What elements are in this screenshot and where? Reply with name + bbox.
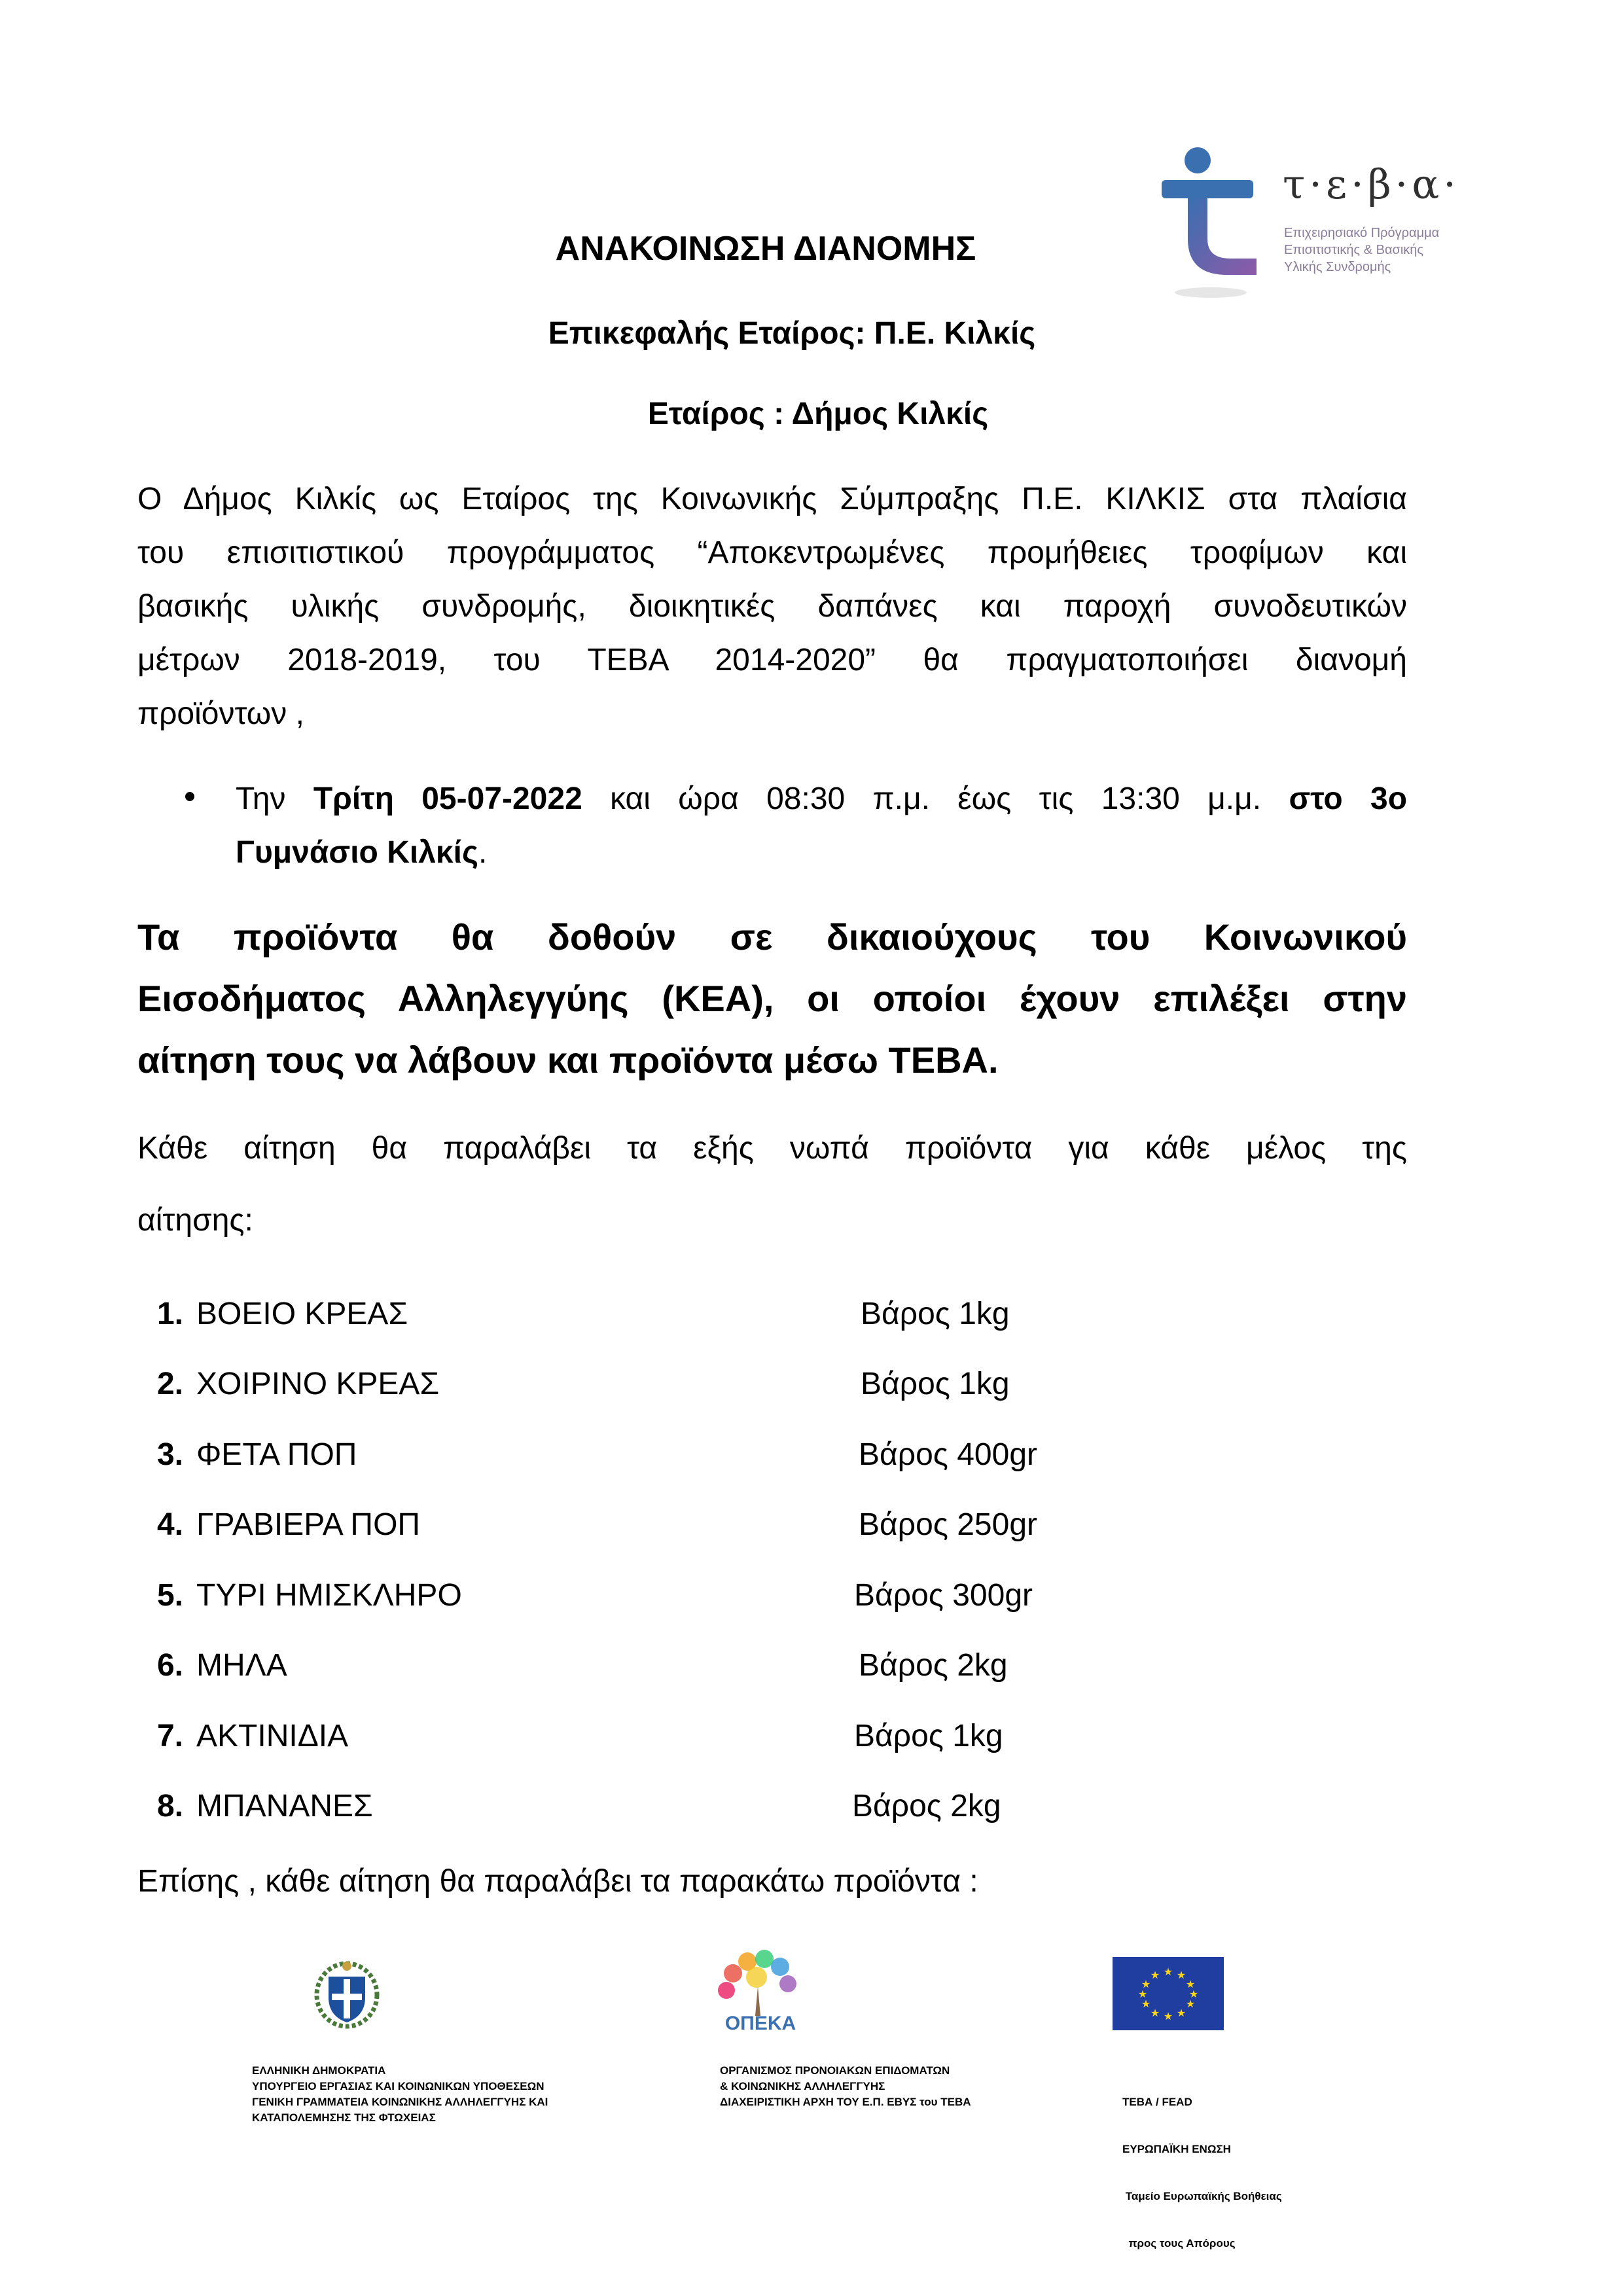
bullet-text: και ώρα 08:30 π.μ. έως τις 13:30 μ.μ. xyxy=(582,781,1289,816)
footer-line: ΤΕΒΑ / FEAD xyxy=(1122,2096,1192,2108)
footer-line: Ταμείο Ευρωπαϊκής Βοήθειας xyxy=(1122,2190,1282,2202)
intro-paragraph xyxy=(137,473,1407,741)
bullet-dot xyxy=(185,792,194,801)
footer-opeka xyxy=(720,2063,971,2110)
svg-text:★: ★ xyxy=(1163,2010,1173,2022)
item-weight: Βάρος 2kg xyxy=(859,1648,1008,1683)
item-name: ΓΡΑΒΙΕΡΑ ΠΟΠ xyxy=(196,1507,421,1542)
item-number: 5. xyxy=(156,1578,183,1613)
eu-flag-icon xyxy=(1113,1957,1224,2030)
opeka-tree-icon xyxy=(707,1947,812,2019)
kea-line: Τα προϊόντα θα δοθούν σε δικαιούχους του Κοινωνικού xyxy=(137,916,1407,958)
svg-text:★: ★ xyxy=(1137,1988,1148,2000)
svg-text:★: ★ xyxy=(1141,1998,1151,2010)
item-number: 3. xyxy=(156,1437,183,1472)
footer-line: ΕΥΡΩΠΑΪΚΗ ΕΝΩΣΗ xyxy=(1122,2143,1231,2155)
kea-paragraph xyxy=(137,906,1407,1091)
item-name: ΦΕΤΑ ΠΟΠ xyxy=(196,1437,357,1472)
products-intro-line: αίτησης: xyxy=(137,1203,253,1238)
footer-line: ΓΕΝΙΚΗ ΓΡΑΜΜΑΤΕΙΑ ΚΟΙΝΩΝΙΚΗΣ ΑΛΛΗΛΕΓΓΥΗΣ ΚΑΙ xyxy=(252,2096,548,2108)
item-name: ΒΟΕΙΟ ΚΡΕΑΣ xyxy=(196,1297,408,1331)
svg-text:★: ★ xyxy=(1185,1998,1196,2010)
bullet-text: Την xyxy=(236,781,313,816)
also-line: Επίσης , κάθε αίτηση θα παραλάβει τα παρακάτω προϊόντα : xyxy=(137,1864,978,1899)
kea-line: αίτηση τους να λάβουν και προϊόντα μέσω ΤΕΒΑ. xyxy=(137,1039,999,1081)
products-intro-line: Κάθε αίτηση θα παραλάβει τα εξής νωπά προϊόντα για κάθε μέλος της xyxy=(137,1131,1407,1166)
item-weight: Βάρος 250gr xyxy=(859,1507,1037,1542)
footer-line: ΔΙΑΧΕΙΡΙΣΤΙΚΗ ΑΡΧΗ ΤΟΥ Ε.Π. ΕΒΥΣ του ΤΕΒΑ xyxy=(720,2096,971,2108)
svg-text:★: ★ xyxy=(1176,2007,1186,2019)
footer-eu xyxy=(1122,2063,1282,2267)
teba-logo-wordmark: τ·ε·β·α· xyxy=(1283,160,1460,208)
partner-heading: Εταίρος : Δήμος Κιλκίς xyxy=(647,397,989,431)
footer-line: & ΚΟΙΝΩΝΙΚΗΣ ΑΛΛΗΛΕΓΓΥΗΣ xyxy=(720,2080,885,2092)
paragraph-line: προϊόντων , xyxy=(137,696,304,731)
svg-text:★: ★ xyxy=(1163,1965,1173,1978)
kea-line: Εισοδήματος Αλληλεγγύης (ΚΕΑ), οι οποίοι έχουν επιλέξει στην xyxy=(137,978,1407,1019)
svg-text:★: ★ xyxy=(1176,1969,1186,1981)
eu-flag-logo xyxy=(1113,1957,1224,2030)
paragraph-line: μέτρων 2018-2019, του ΤΕΒΑ 2014-2020” θα πραγματοποιήσει διανομή xyxy=(137,643,1407,677)
bullet-text: . xyxy=(478,835,488,870)
item-number: 2. xyxy=(156,1367,183,1401)
item-weight: Βάρος 400gr xyxy=(859,1437,1037,1472)
page-title: ΑΝΑΚΟΙΝΩΣΗ ΔΙΑΝΟΜΗΣ xyxy=(555,230,976,268)
opeka-logo-text: ΟΠΕΚΑ xyxy=(724,2013,796,2034)
svg-text:★: ★ xyxy=(1185,1978,1196,1990)
item-name: ΤΥΡΙ ΗΜΙΣΚΛΗΡΟ xyxy=(196,1578,462,1613)
paragraph-line: Ο Δήμος Κιλκίς ως Εταίρος της Κοινωνικής Σύμπραξης Π.Ε. ΚΙΛΚΙΣ στα πλαίσια xyxy=(137,482,1407,516)
teba-logo-subtitle: Επισιτιστικής & Βασικής xyxy=(1284,243,1424,257)
item-number: 4. xyxy=(156,1507,183,1542)
distribution-place: Γυμνάσιο Κιλκίς xyxy=(236,835,478,870)
greek-emblem-logo xyxy=(314,1957,380,2029)
bullet-line xyxy=(236,772,1407,826)
opeka-logo xyxy=(707,1947,812,2039)
distribution-day: Τρίτη 05-07-2022 xyxy=(313,781,582,816)
item-weight: Βάρος 1kg xyxy=(854,1719,1003,1753)
lead-partner-heading: Επικεφαλής Εταίρος: Π.Ε. Κιλκίς xyxy=(548,316,1036,351)
footer-line: ΟΡΓΑΝΙΣΜΟΣ ΠΡΟΝΟΙΑΚΩΝ ΕΠΙΔΟΜΑΤΩΝ xyxy=(720,2064,950,2077)
svg-text:★: ★ xyxy=(1188,1988,1199,2000)
paragraph-line: του επισιτιστικού προγράμματος “Αποκεντρωμένες προμήθειες τροφίμων και xyxy=(137,535,1407,570)
teba-logo-icon xyxy=(1152,141,1283,304)
teba-logo-subtitle: Επιχειρησιακό Πρόγραμμα xyxy=(1284,226,1440,240)
item-number: 8. xyxy=(156,1789,183,1823)
teba-logo-subtitle: Υλικής Συνδρομής xyxy=(1284,260,1391,274)
footer-ministry xyxy=(252,2063,548,2126)
paragraph-line: βασικής υλικής συνδρομής, διοικητικές δαπάνες και παροχή συνοδευτικών xyxy=(137,589,1407,624)
footer-line: προς τους Απόρους xyxy=(1122,2237,1236,2250)
distribution-date-bullet xyxy=(236,772,1407,880)
svg-text:★: ★ xyxy=(1141,1978,1151,1990)
item-weight: Βάρος 1kg xyxy=(861,1297,1010,1331)
item-weight: Βάρος 1kg xyxy=(861,1367,1010,1401)
item-number: 7. xyxy=(156,1719,183,1753)
item-weight: Βάρος 2kg xyxy=(852,1789,1001,1823)
footer-line: ΕΛΛΗΝΙΚΗ ΔΗΜΟΚΡΑΤΙΑ xyxy=(252,2064,386,2077)
greek-emblem-icon xyxy=(314,1957,380,2029)
teba-logo xyxy=(1152,141,1492,304)
item-number: 6. xyxy=(156,1648,183,1683)
distribution-place: στο 3ο xyxy=(1289,781,1408,816)
svg-text:★: ★ xyxy=(1150,1969,1160,1981)
svg-text:★: ★ xyxy=(1150,2007,1160,2019)
item-name: ΑΚΤΙΝΙΔΙΑ xyxy=(196,1719,349,1753)
item-name: ΧΟΙΡΙΝΟ ΚΡΕΑΣ xyxy=(196,1367,440,1401)
item-weight: Βάρος 300gr xyxy=(854,1578,1033,1613)
footer-line: ΥΠΟΥΡΓΕΙΟ ΕΡΓΑΣΙΑΣ ΚΑΙ ΚΟΙΝΩΝΙΚΩΝ ΥΠΟΘΕΣΕΩΝ xyxy=(252,2080,544,2092)
item-name: ΜΗΛΑ xyxy=(196,1648,287,1683)
item-name: ΜΠΑΝΑΝΕΣ xyxy=(196,1789,373,1823)
footer-line: ΚΑΤΑΠΟΛΕΜΗΣΗΣ ΤΗΣ ΦΤΩΧΕΙΑΣ xyxy=(252,2111,436,2124)
item-number: 1. xyxy=(156,1297,183,1331)
products-intro xyxy=(137,1113,1407,1257)
